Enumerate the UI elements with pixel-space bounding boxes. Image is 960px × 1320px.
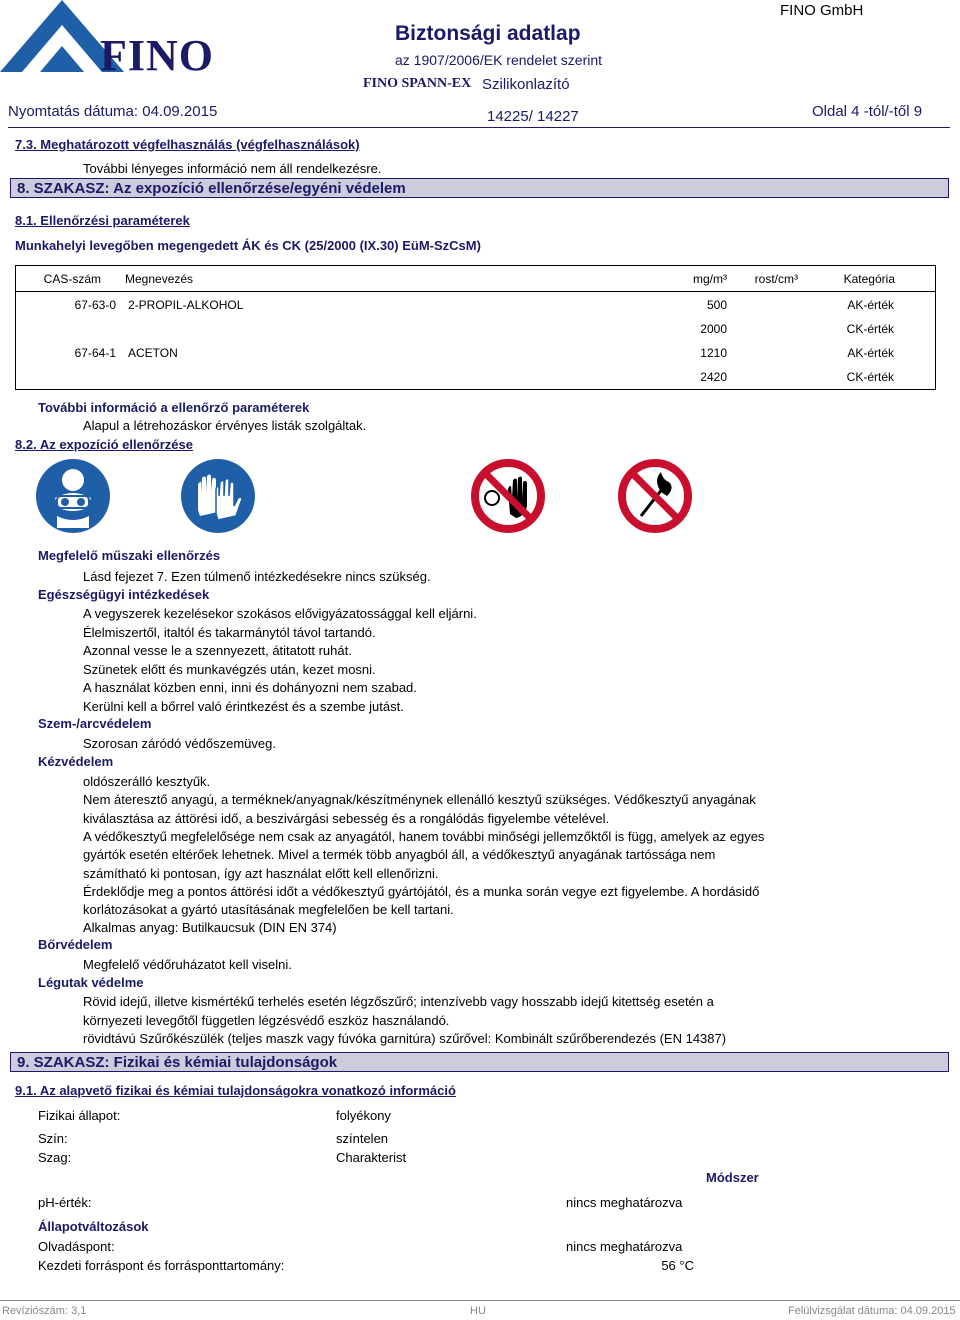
skin-protection-text: Megfelelő védőruházatot kell viselni. — [83, 957, 292, 972]
print-date: Nyomtatás dátuma: 04.09.2015 — [8, 103, 218, 120]
ph-value: nincs meghatározva — [566, 1195, 683, 1210]
hand-protection-line: kiválasztása az áttörési idő, a beszivárgási sebesség és a rongálódás figyelembe vételével. — [83, 810, 610, 826]
limits-table-header-line — [15, 291, 936, 292]
hygiene-line: A használat közben enni, inni és dohányozni nem szabad. — [83, 680, 417, 695]
boiling-point-value: 56 °C — [661, 1258, 694, 1273]
respiratory-title: Légutak védelme — [38, 975, 144, 990]
logo-text: FINO — [100, 31, 214, 80]
limits-title: Munkahelyi levegőben megengedett ÁK és CK (25/2000 (IX.30) EüM-SzCsM) — [15, 238, 481, 253]
table-cell: 2420 — [700, 370, 727, 384]
table-cell: 500 — [706, 298, 727, 312]
section-8-header: 8. SZAKASZ: Az expozíció ellenőrzése/egyéni védelem — [10, 178, 949, 198]
table-cell: AK-érték — [847, 298, 894, 312]
table-header-cell: rost/cm³ — [754, 272, 798, 286]
document-title: Biztonsági adatlap — [395, 22, 581, 45]
method-header: Módszer — [706, 1170, 759, 1185]
odor-label: Szag: — [38, 1150, 72, 1165]
hand-protection-line: korlátozásokat a gyártó utasításának megfelelően be kell tartani. — [83, 902, 454, 918]
table-cell: 67-63-0 — [74, 298, 116, 312]
section-8-2-title: 8.2. Az expozíció ellenőrzése — [15, 437, 193, 452]
more-info-title: További információ a ellenőrző paraméterek — [38, 400, 310, 415]
gloves-icon — [180, 458, 256, 534]
table-header-cell: mg/m³ — [693, 272, 727, 286]
more-info-text: Alapul a létrehozáskor érvényes listák szolgáltak. — [83, 418, 367, 433]
review-date: Felülvizsgálat dátuma: 04.09.2015 — [788, 1305, 956, 1317]
hygiene-line: Kerülni kell a bőrrel való érintkezést és a szembe jutást. — [83, 698, 404, 714]
page-number: Oldal 4 -tól/-től 9 — [812, 103, 923, 120]
table-cell: 1210 — [700, 346, 727, 360]
regulation: az 1907/2006/EK rendelet szerint — [395, 52, 603, 68]
product-name: Szilikonlazító — [482, 76, 570, 93]
respiratory-line: környezeti levegőtől független légzésvédő eszköz használandó. — [83, 1012, 450, 1028]
hand-protection-title: Kézvédelem — [38, 754, 114, 769]
odor-value: Charakterist — [336, 1150, 407, 1165]
state-label: Fizikai állapot: — [38, 1108, 121, 1123]
skin-protection-title: Bőrvédelem — [38, 937, 113, 952]
hygiene-line: Szünetek előtt és munkavégzés után, kezet mosni. — [83, 661, 376, 677]
table-header-cell: CAS-szám — [43, 272, 101, 286]
no-fire-icon — [617, 458, 693, 534]
hygiene-line: A vegyszerek kezelésekor szokásos elővigyázatossággal kell eljárni. — [83, 606, 477, 621]
hygiene-line: Élelmiszertől, italtól és takarmánytól távol tartandó. — [83, 624, 376, 640]
melting-point-value: nincs meghatározva — [566, 1239, 683, 1254]
hand-protection-line: Érdeklődje meg a pontos áttörési időt a védőkesztyű gyártójától, és a munka során vegye ezt figyelembe. A hordásidő — [83, 883, 760, 899]
eye-protection-title: Szem-/arcvédelem — [38, 716, 152, 731]
no-access-icon — [470, 458, 546, 534]
section-7-3-text: További lényeges információ nem áll rendelkezésre. — [83, 161, 382, 176]
ph-label: pH-érték: — [38, 1195, 92, 1210]
table-cell: CK-érték — [846, 322, 894, 336]
footer-divider — [0, 1300, 960, 1301]
product-brand: FINO SPANN-EX — [363, 76, 472, 91]
hygiene-line: Azonnal vesse le a szennyezett, átitatott ruhát. — [83, 643, 352, 658]
product-code: 14225/ 14227 — [487, 108, 579, 125]
respiratory-line: rövidtávú Szűrőkészülék (teljes maszk vagy fúvóka garnitúra) szűrővel: Kombinált szűrőberendezés (EN 14387) — [83, 1031, 727, 1046]
section-9-1-title: 9.1. Az alapvető fizikai és kémiai tulajdonságokra vonatkozó információ — [15, 1083, 456, 1098]
section-8-1-title: 8.1. Ellenőrzési paraméterek — [15, 213, 190, 228]
state-changes-title: Állapotváltozások — [38, 1219, 149, 1234]
hand-protection-line: gyártók esetén eltérőek lehetnek. Mivel a termék több anyagból áll, a védőkesztyű anyagának tartóssága nem — [83, 847, 716, 863]
hand-protection-line: Nem áteresztő anyagú, a terméknek/anyagnak/készítménynek ellenálló kesztyű szükséges. Védőkesztyű anyagának — [83, 792, 756, 808]
logo — [0, 0, 214, 80]
tech-controls-title: Megfelelő műszaki ellenőrzés — [38, 548, 221, 563]
section-9-header: 9. SZAKASZ: Fizikai és kémiai tulajdonságok — [10, 1052, 949, 1072]
respiratory-line: Rövid idejű, illetve kismértékű terhelés esetén légzőszűrő; intenzívebb vagy hosszabb idejű kitettség esetén a — [83, 994, 714, 1009]
hand-protection-line: számítható ki pontosan, így azt használat előtt kell ellenőrizni. — [83, 865, 439, 881]
melting-point-label: Olvadáspont: — [38, 1239, 115, 1254]
color-label: Szín: — [38, 1131, 68, 1146]
boiling-point-label: Kezdeti forráspont és forrásponttartomány: — [38, 1258, 285, 1273]
header-divider — [8, 127, 950, 128]
hand-protection-line: Alkalmas anyag: Butilkaucsuk (DIN EN 374) — [83, 920, 337, 936]
table-cell: 67-64-1 — [74, 346, 116, 360]
state-value: folyékony — [336, 1108, 391, 1123]
table-header-cell: Megnevezés — [125, 272, 194, 286]
table-cell: CK-érték — [846, 370, 894, 384]
company-name: FINO GmbH — [780, 2, 864, 19]
tech-controls-text: Lásd fejezet 7. Ezen túlmenő intézkedésekre nincs szükség. — [83, 569, 431, 584]
language-code: HU — [470, 1305, 486, 1317]
color-value: színtelen — [336, 1131, 389, 1146]
table-cell: ACETON — [128, 346, 178, 360]
revision-number: Revíziószám: 3,1 — [2, 1305, 87, 1317]
table-cell: 2-PROPIL-ALKOHOL — [128, 298, 244, 312]
hand-protection-line: A védőkesztyű megfelelősége nem csak az anyagától, hanem további minőségi jellemzőktől is függ, amelyek az egyes — [83, 828, 765, 844]
hand-protection-line: oldószerálló kesztyűk. — [83, 774, 211, 789]
table-header-cell: Kategória — [843, 272, 895, 286]
table-cell: AK-érték — [847, 346, 894, 360]
hygiene-title: Egészségügyi intézkedések — [38, 587, 210, 602]
section-7-3-title: 7.3. Meghatározott végfelhasználás (végfelhasználások) — [15, 137, 360, 152]
table-cell: 2000 — [700, 322, 727, 336]
goggles-icon — [35, 458, 111, 534]
eye-protection-text: Szorosan záródó védőszemüveg. — [83, 736, 276, 751]
